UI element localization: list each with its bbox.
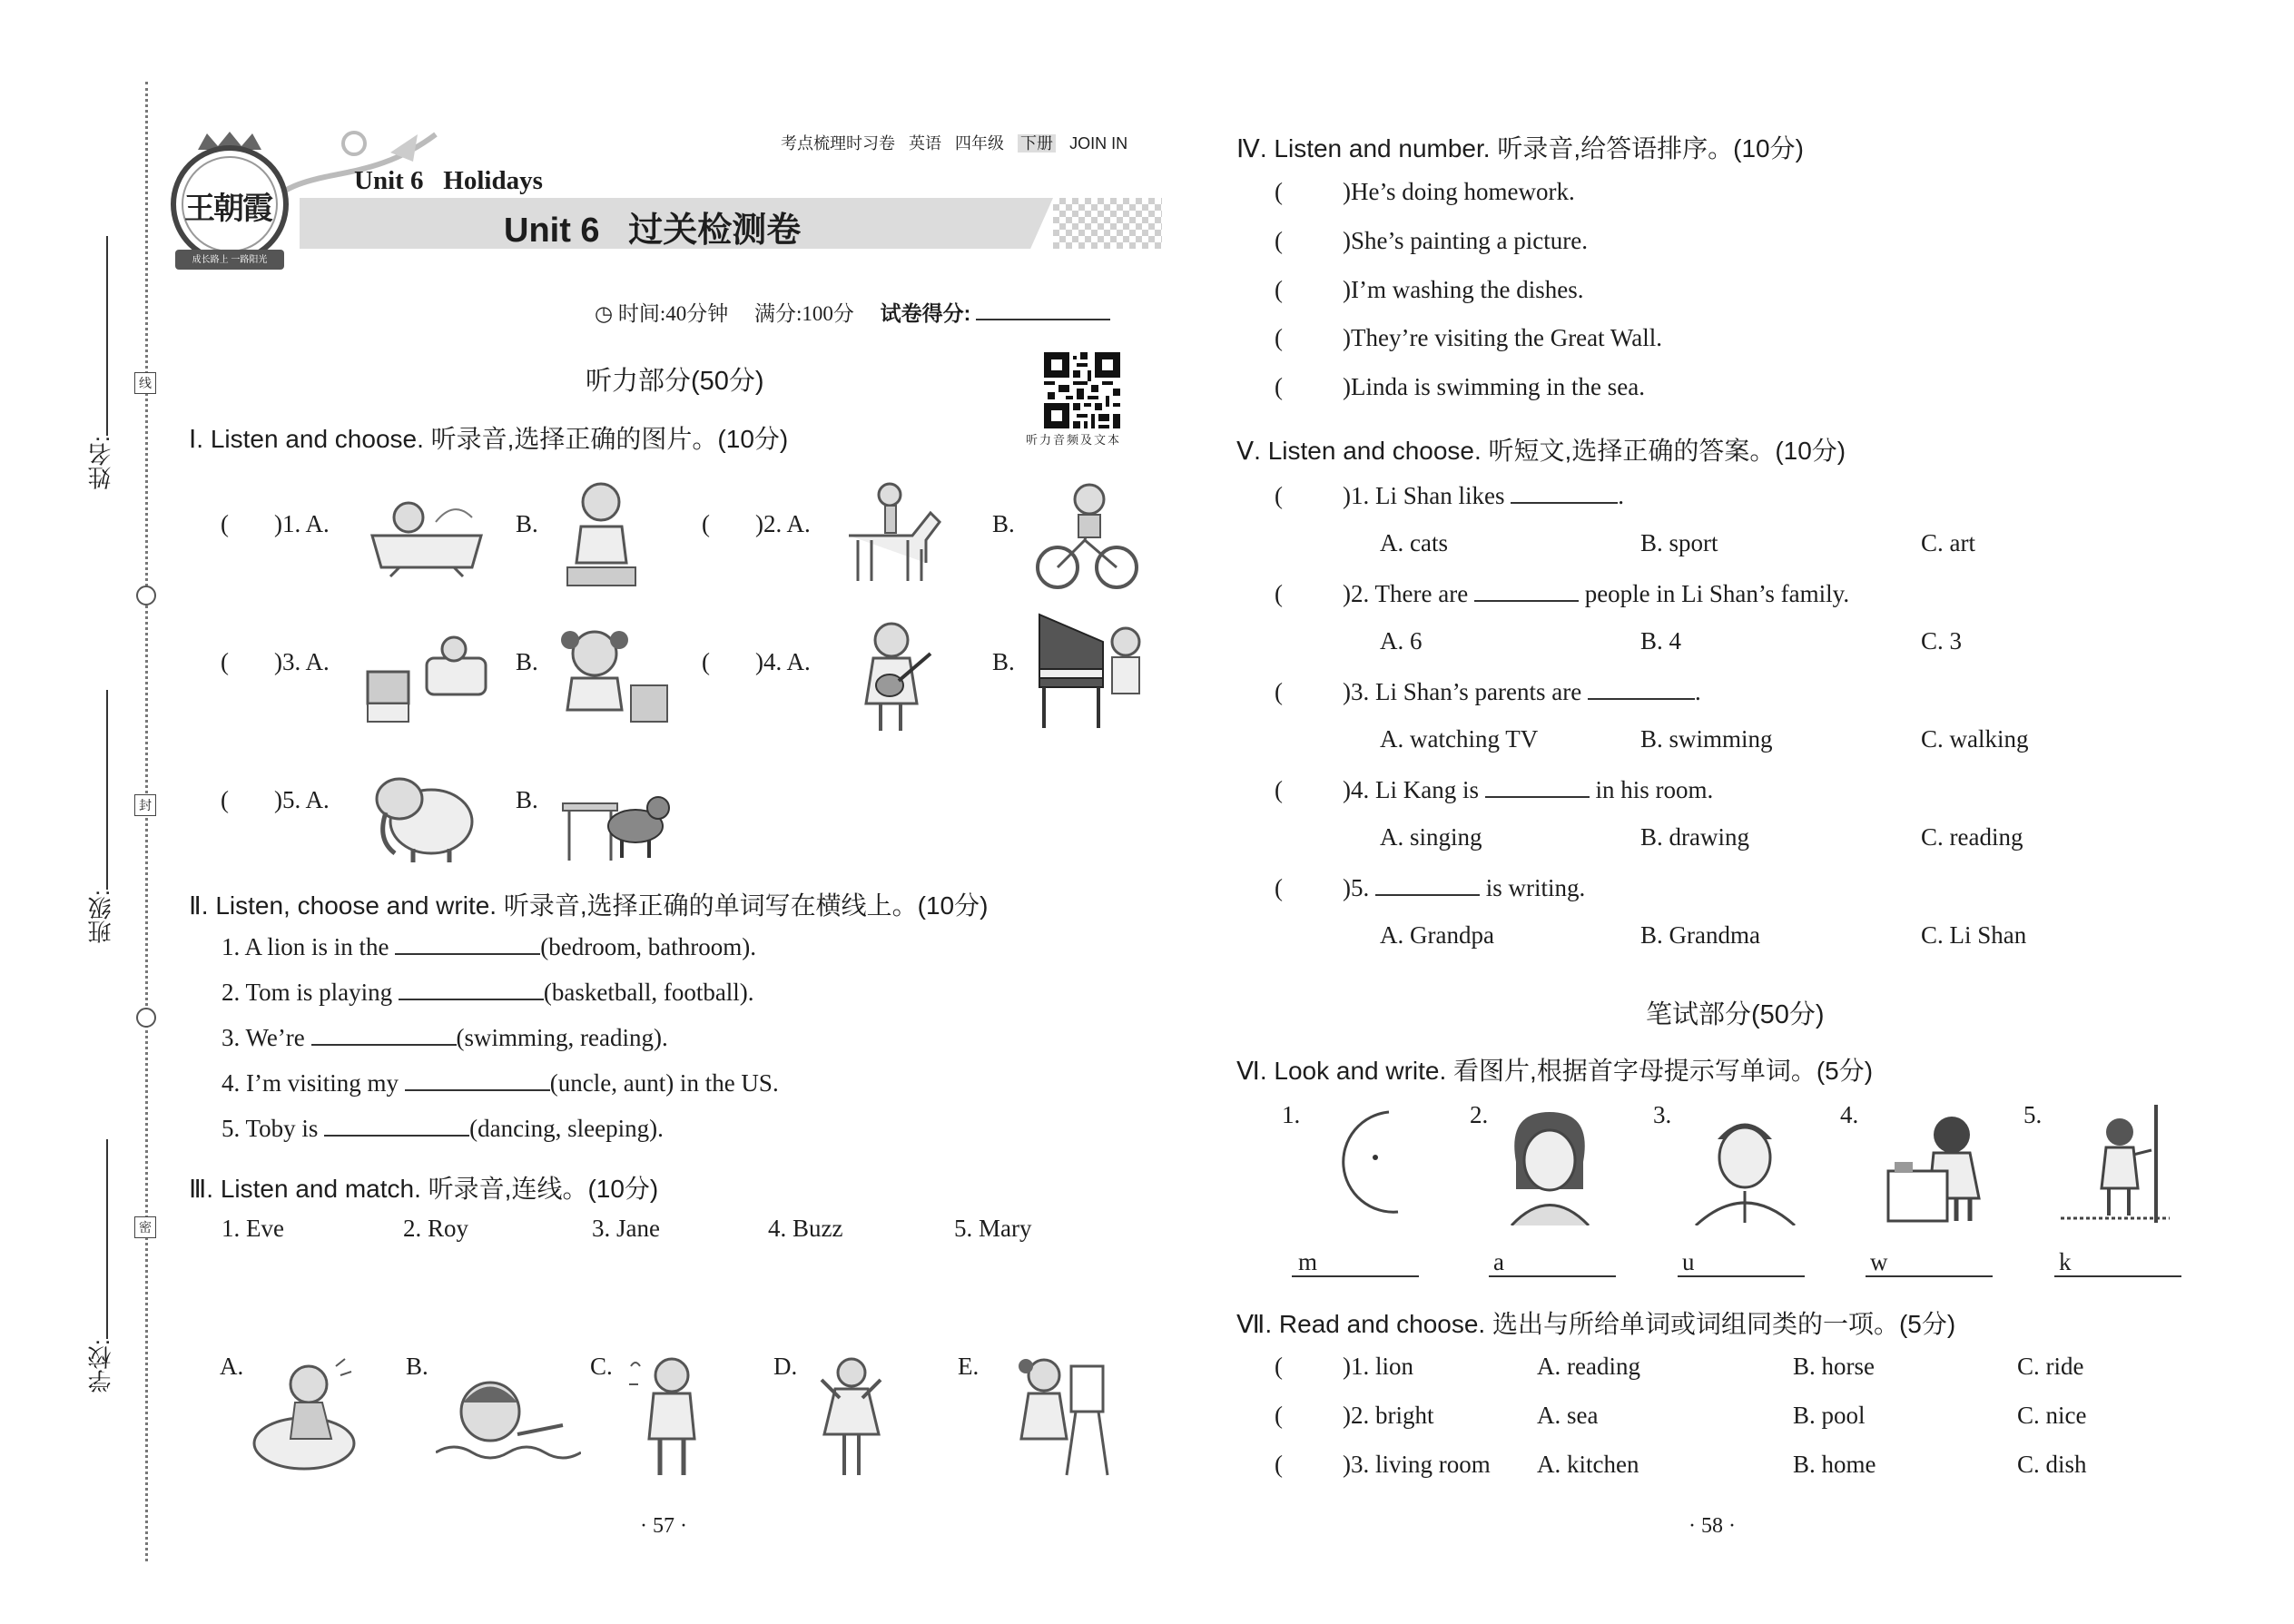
match-name-eve[interactable]: 1. Eve bbox=[222, 1215, 284, 1242]
s1-q5-b: B. bbox=[516, 786, 538, 813]
section-4-heading: Ⅳ. Listen and number. 听录音,给答语排序。(10分) bbox=[1236, 134, 1804, 162]
match-name-roy[interactable]: 2. Roy bbox=[403, 1215, 469, 1242]
section-6-heading: Ⅵ. Look and write. 看图片,根据首字母提示写单词。(5分) bbox=[1236, 1057, 1874, 1085]
match-name-jane[interactable]: 3. Jane bbox=[592, 1215, 660, 1242]
binding-hole bbox=[136, 586, 156, 605]
s5-q5-option-a[interactable]: A. Grandpa bbox=[1380, 921, 1494, 949]
s1-q1: ( )1. A. bbox=[221, 510, 330, 537]
s1-q4-b: B. bbox=[992, 648, 1015, 675]
s6-blank-5[interactable] bbox=[2054, 1275, 2181, 1277]
answer-blank[interactable] bbox=[399, 977, 544, 1000]
answer-blank[interactable] bbox=[311, 1022, 457, 1046]
s1-q1-b: B. bbox=[516, 510, 538, 537]
s6-answer-5: k bbox=[2059, 1248, 2072, 1275]
edition: JOIN IN bbox=[1069, 134, 1128, 153]
s5-q1-option-c[interactable]: C. art bbox=[1921, 529, 1975, 556]
match-name-mary[interactable]: 5. Mary bbox=[954, 1215, 1032, 1242]
s6-answer-3: u bbox=[1682, 1248, 1695, 1275]
mark-secret: 密 bbox=[134, 1216, 156, 1238]
s6-num-2: 2. bbox=[1470, 1101, 1489, 1128]
s5-q5-option-b[interactable]: B. Grandma bbox=[1640, 921, 1760, 949]
clock-icon: ◷ bbox=[595, 302, 614, 325]
s7-q2-option-c[interactable]: C. nice bbox=[2017, 1402, 2087, 1429]
s5-q4: ( )4. Li Kang is in his room. bbox=[1275, 776, 1714, 803]
s6-answer-4: w bbox=[1870, 1248, 1888, 1275]
page-title bbox=[504, 202, 801, 251]
mark-line: 线 bbox=[134, 372, 156, 394]
s7-q2-option-a[interactable]: A. sea bbox=[1537, 1402, 1599, 1429]
s6-num-3: 3. bbox=[1653, 1101, 1672, 1128]
s1-q3-b: B. bbox=[516, 648, 538, 675]
s6-blank-1[interactable] bbox=[1292, 1275, 1419, 1277]
knock-door-picture bbox=[2056, 1100, 2174, 1227]
washing-picture bbox=[1884, 1107, 1993, 1225]
boy-reading-picture bbox=[558, 477, 645, 595]
grade: 四年级 bbox=[955, 134, 1005, 153]
s6-answer-1: m bbox=[1298, 1248, 1318, 1275]
s1-q2-b: B. bbox=[992, 510, 1015, 537]
full-score: 满分:100分 bbox=[753, 302, 854, 325]
match-letter-e: E. bbox=[958, 1353, 980, 1380]
match-letter-d: D. bbox=[773, 1353, 798, 1380]
header-meta bbox=[781, 131, 1127, 154]
s6-blank-2[interactable] bbox=[1489, 1275, 1616, 1277]
section-5-heading: Ⅴ. Listen and choose. 听短文,选择正确的答案。(10分) bbox=[1236, 437, 1846, 465]
s1-q5: ( )5. A. bbox=[221, 786, 330, 813]
s5-q1-option-a[interactable]: A. cats bbox=[1380, 529, 1448, 556]
s2-q2: 2. Tom is playing (basketball, football). bbox=[222, 979, 754, 1006]
piano-girl-picture bbox=[1035, 610, 1148, 733]
s4-item: ( )He’s doing homework. bbox=[1275, 178, 1575, 205]
s7-q2-option-b[interactable]: B. pool bbox=[1793, 1402, 1866, 1429]
uncle-picture bbox=[1689, 1107, 1802, 1225]
s6-num-1: 1. bbox=[1282, 1101, 1301, 1128]
s5-q1: ( )1. Li Shan likes . bbox=[1275, 482, 1624, 509]
s5-q4-option-b[interactable]: B. drawing bbox=[1640, 823, 1749, 851]
banner-checker bbox=[1053, 198, 1162, 249]
match-name-buzz[interactable]: 4. Buzz bbox=[768, 1215, 843, 1242]
s7-q1: ( )1. lion bbox=[1275, 1353, 1414, 1380]
class-label: 班级: bbox=[87, 890, 114, 944]
binding-hole bbox=[136, 1008, 156, 1028]
class-field-line bbox=[106, 690, 108, 890]
s5-q3-option-c[interactable]: C. walking bbox=[1921, 725, 2029, 753]
s6-blank-4[interactable] bbox=[1866, 1275, 1993, 1277]
s5-q5: ( )5. is writing. bbox=[1275, 874, 1586, 901]
series-name: 考点梳理时习卷 bbox=[781, 134, 895, 153]
s7-q3-option-b[interactable]: B. home bbox=[1793, 1451, 1876, 1478]
dancing-picture[interactable] bbox=[817, 1353, 885, 1480]
s5-q3: ( )3. Li Shan’s parents are . bbox=[1275, 678, 1701, 705]
school-label: 学校: bbox=[87, 1339, 114, 1393]
s5-q2-option-a[interactable]: A. 6 bbox=[1380, 627, 1423, 655]
s5-q4-option-c[interactable]: C. reading bbox=[1921, 823, 2023, 851]
exam-info bbox=[595, 297, 1110, 327]
s4-item: ( )She’s painting a picture. bbox=[1275, 227, 1588, 254]
s4-item: ( )I’m washing the dishes. bbox=[1275, 276, 1584, 303]
s2-q1: 1. A lion is in the (bedroom, bathroom). bbox=[222, 933, 756, 960]
girl-homework-picture bbox=[554, 622, 672, 731]
binding-dotted-line bbox=[145, 82, 148, 1561]
answer-blank bbox=[1511, 480, 1618, 504]
answer-blank[interactable] bbox=[324, 1113, 469, 1137]
section-3-heading: Ⅲ. Listen and match. 听录音,连线。(10分) bbox=[189, 1175, 659, 1203]
name-field-line bbox=[106, 236, 108, 436]
sleeping-picture[interactable] bbox=[245, 1353, 359, 1480]
s2-q4: 4. I’m visiting my (uncle, aunt) in the US. bbox=[222, 1069, 779, 1097]
time-limit: 时间:40分钟 bbox=[617, 302, 729, 325]
section-7-heading: Ⅶ. Read and choose. 选出与所给单词或词组同类的一项。(5分) bbox=[1236, 1310, 1956, 1338]
subject: 英语 bbox=[909, 134, 942, 153]
s5-q1-option-b[interactable]: B. sport bbox=[1640, 529, 1718, 556]
logo-banner: 成长路上 一路阳光 bbox=[192, 255, 268, 265]
s5-q4-option-a[interactable]: A. singing bbox=[1380, 823, 1482, 851]
match-letter-b: B. bbox=[406, 1353, 428, 1380]
match-letter-a: A. bbox=[220, 1353, 244, 1380]
mark-seal: 封 bbox=[134, 794, 156, 816]
s7-q3-option-c[interactable]: C. dish bbox=[2017, 1451, 2087, 1478]
school-field-line bbox=[106, 1139, 108, 1339]
answer-blank[interactable] bbox=[395, 931, 540, 955]
s7-q1-option-c[interactable]: C. ride bbox=[2017, 1353, 2084, 1380]
answer-blank[interactable] bbox=[405, 1068, 550, 1091]
title-en: Unit 6 bbox=[504, 212, 600, 250]
answer-blank bbox=[1485, 774, 1590, 798]
guitar-girl-picture bbox=[853, 617, 935, 735]
s7-q1-option-a[interactable]: A. reading bbox=[1537, 1353, 1640, 1380]
section-1-heading: Ⅰ. Listen and choose. 听录音,选择正确的图片。(10分) bbox=[189, 425, 789, 453]
s7-q3: ( )3. living room bbox=[1275, 1451, 1491, 1478]
page-number-right: · 58 · bbox=[1689, 1514, 1736, 1538]
qr-code bbox=[1044, 352, 1120, 428]
s1-q2: ( )2. A. bbox=[702, 510, 811, 537]
s5-q3-option-b[interactable]: B. swimming bbox=[1640, 725, 1773, 753]
watching-tv-picture bbox=[363, 626, 490, 726]
logo-text: 王朝霞 bbox=[184, 191, 271, 227]
section-2-heading: Ⅱ. Listen, choose and write. 听录音,选择正确的单词写在横线上。(10分) bbox=[189, 891, 989, 920]
term: 下册 bbox=[1018, 134, 1056, 153]
s4-item: ( )Linda is swimming in the sea. bbox=[1275, 373, 1645, 400]
answer-blank bbox=[1588, 676, 1695, 700]
page-number-left: · 57 · bbox=[640, 1514, 687, 1538]
s1-q3: ( )3. A. bbox=[221, 648, 330, 675]
listening-title: 听力部分(50分) bbox=[586, 367, 764, 396]
s5-q2-option-b[interactable]: B. 4 bbox=[1640, 627, 1682, 655]
moon-picture bbox=[1325, 1107, 1425, 1221]
s6-num-4: 4. bbox=[1840, 1101, 1859, 1128]
bike-riding-picture bbox=[1035, 477, 1139, 595]
painting-picture[interactable] bbox=[1012, 1353, 1112, 1480]
s1-q4: ( )4. A. bbox=[702, 648, 811, 675]
title-cn: 过关检测卷 bbox=[628, 212, 802, 250]
dog-table-picture bbox=[558, 763, 672, 867]
s7-q2: ( )2. bright bbox=[1275, 1402, 1434, 1429]
horse-riding-picture bbox=[835, 477, 953, 595]
aunt-picture bbox=[1502, 1107, 1598, 1225]
s4-item: ( )They’re visiting the Great Wall. bbox=[1275, 324, 1662, 351]
match-letter-c: C. bbox=[590, 1353, 613, 1380]
elephant-picture bbox=[368, 763, 486, 867]
singing-picture[interactable] bbox=[622, 1353, 713, 1480]
s5-q2-option-c[interactable]: C. 3 bbox=[1921, 627, 1963, 655]
score-input[interactable] bbox=[976, 297, 1110, 320]
writing-title: 笔试部分(50分) bbox=[1646, 1000, 1825, 1029]
s5-q5-option-c[interactable]: C. Li Shan bbox=[1921, 921, 2027, 949]
qr-caption: 听力音频及文本 bbox=[1026, 433, 1122, 447]
swimming-picture[interactable] bbox=[436, 1371, 581, 1471]
answer-blank bbox=[1375, 872, 1480, 896]
score-label: 试卷得分: bbox=[880, 301, 971, 325]
s6-blank-3[interactable] bbox=[1678, 1275, 1805, 1277]
s7-q1-option-b[interactable]: B. horse bbox=[1793, 1353, 1875, 1380]
s6-answer-2: a bbox=[1493, 1248, 1504, 1275]
unit-label: Unit 6 Holidays bbox=[354, 166, 543, 195]
s7-q3-option-a[interactable]: A. kitchen bbox=[1537, 1451, 1639, 1478]
s2-q3: 3. We’re (swimming, reading). bbox=[222, 1024, 668, 1051]
name-label: 姓名: bbox=[87, 436, 114, 490]
s2-q5: 5. Toby is (dancing, sleeping). bbox=[222, 1115, 664, 1142]
bath-picture bbox=[363, 486, 490, 586]
s5-q2: ( )2. There are people in Li Shan’s family. bbox=[1275, 580, 1850, 607]
answer-blank bbox=[1474, 578, 1579, 602]
s6-num-5: 5. bbox=[2023, 1101, 2043, 1128]
s5-q3-option-a[interactable]: A. watching TV bbox=[1380, 725, 1539, 753]
